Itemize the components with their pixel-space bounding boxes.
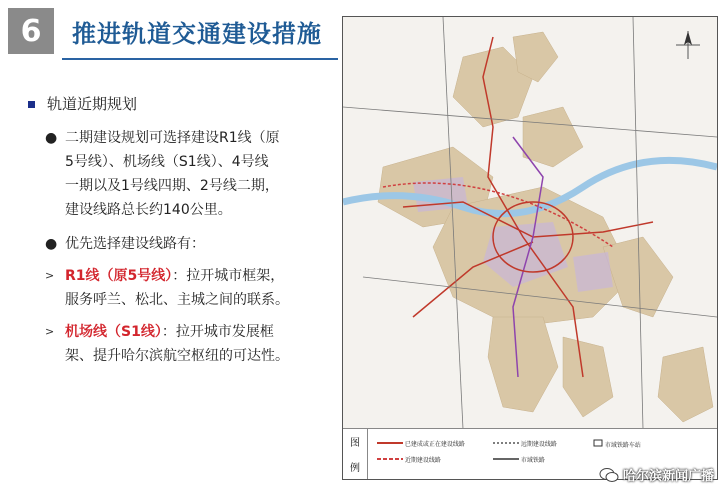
legend-item: 市域铁路车站 <box>593 439 641 449</box>
s1-name: 机场线（S1线） <box>65 324 162 340</box>
wechat-icon <box>599 467 619 483</box>
bullet-dot-icon: ● <box>45 236 58 252</box>
plan-line-3: 一期以及1号线四期、2号线二期， <box>65 178 279 194</box>
s1-desc-2: 架、提升哈尔滨航空枢纽的可达性。 <box>65 348 289 364</box>
bullet-dot-icon: ● <box>45 130 58 146</box>
plan-line-1: 二期建设规划可选择建设R1线（原 <box>65 130 280 146</box>
item-s1 <box>20 320 320 368</box>
priority-text: 优先选择建设线路有： <box>65 236 205 252</box>
r1-desc-2: 服务呼兰、松北、主城之间的联系。 <box>65 292 289 308</box>
chevron-right-icon: > <box>45 325 55 338</box>
plan-line-4: 建设线路总长约140公里。 <box>65 202 232 218</box>
bullet-priority <box>20 232 320 256</box>
legend-header: 图 例 <box>343 429 368 479</box>
watermark-text: 哈尔滨新闻广播 <box>622 469 714 484</box>
legend-item: 远期建设线路 <box>520 441 557 448</box>
section-heading <box>28 92 320 116</box>
bullet-plan <box>20 126 320 222</box>
heading-text: 轨道近期规划 <box>47 95 138 113</box>
map-drawing <box>343 17 717 429</box>
rail-plan-map <box>342 16 718 480</box>
slide-title: 推进轨道交通建设措施 <box>72 20 322 48</box>
north-arrow-icon <box>676 31 700 59</box>
square-bullet-icon <box>28 101 35 108</box>
legend-item: 市域铁路 <box>520 457 545 464</box>
section-number: 6 <box>8 8 54 54</box>
s1-desc-1: ：拉开城市发展框 <box>161 324 274 340</box>
item-r1 <box>20 264 320 312</box>
text-content <box>20 92 320 368</box>
legend-item: 已建成或正在建设线路 <box>404 441 465 448</box>
watermark <box>599 465 714 484</box>
plan-line-2: 5号线）、机场线（S1线）、4号线 <box>65 154 269 170</box>
title-underline <box>62 58 338 60</box>
chevron-right-icon: > <box>45 269 55 282</box>
legend-item: 近期建设线路 <box>404 457 441 464</box>
r1-name: R1线（原5号线） <box>65 268 173 284</box>
r1-desc-1: ：拉开城市框架， <box>172 268 285 284</box>
